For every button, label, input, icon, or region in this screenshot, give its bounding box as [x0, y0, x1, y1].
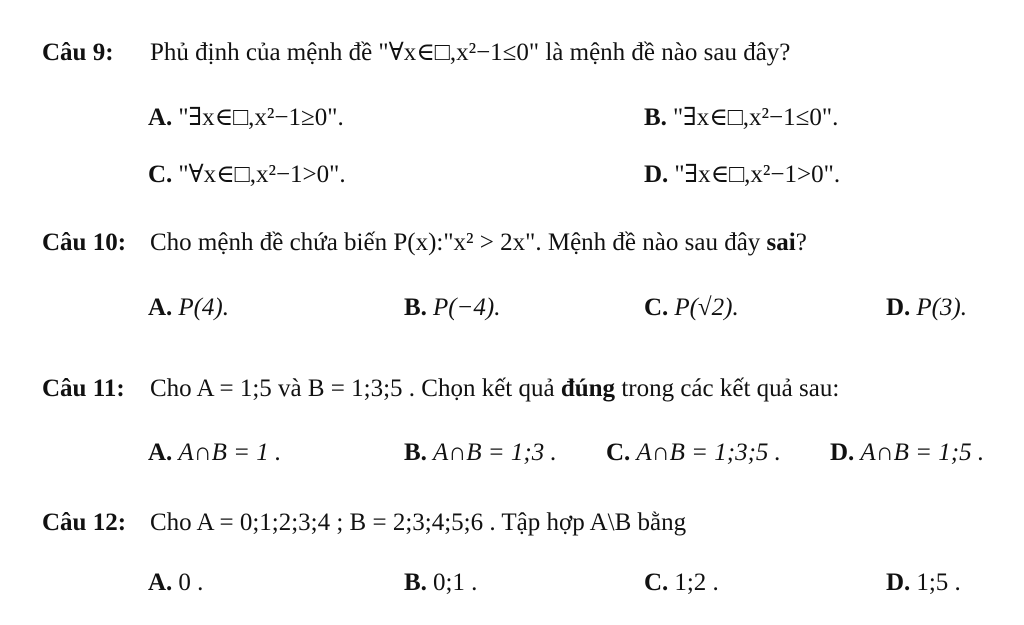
question-stem: Phủ định của mệnh đề "∀x∈□,x²−1≤0" là mệnh đề nào sau đây?	[150, 39, 791, 66]
option-b	[404, 438, 557, 468]
option-text: P(4).	[178, 294, 229, 321]
option-letter: D.	[830, 439, 855, 466]
option-a	[148, 568, 203, 598]
option-a	[148, 438, 281, 468]
option-letter: C.	[606, 439, 631, 466]
option-letter: B.	[644, 104, 667, 131]
question-label: Câu 9:	[42, 39, 114, 66]
option-letter: A.	[148, 104, 173, 131]
option-letter: C.	[148, 161, 173, 188]
option-a	[148, 293, 229, 323]
option-d	[886, 568, 961, 598]
option-c	[606, 438, 781, 468]
option-text: A∩B = 1;5 .	[860, 439, 985, 466]
option-d	[644, 160, 840, 190]
option-c	[148, 160, 346, 190]
option-text: 0 .	[178, 569, 204, 596]
option-b	[404, 293, 500, 323]
question-label: Câu 11:	[42, 375, 125, 402]
option-text: P(3).	[916, 294, 967, 321]
option-letter: D.	[886, 569, 911, 596]
option-text: A∩B = 1 .	[178, 439, 282, 466]
option-text: "∃x∈□,x²−1≤0".	[672, 104, 839, 131]
option-text: 1;2 .	[674, 569, 719, 596]
option-d	[886, 293, 967, 323]
question-stem: Cho A = 0;1;2;3;4 ; B = 2;3;4;5;6 . Tập hợp A\B bằng	[150, 509, 687, 536]
question-stem: Cho A = 1;5 và B = 1;3;5 . Chọn kết quả đúng trong các kết quả sau:	[150, 375, 840, 402]
question-label: Câu 10:	[42, 229, 127, 256]
option-letter: D.	[644, 161, 669, 188]
option-letter: A.	[148, 294, 173, 321]
option-text: A∩B = 1;3 .	[432, 439, 557, 466]
option-b	[644, 103, 838, 133]
option-c	[644, 568, 719, 598]
option-text: "∃x∈□,x²−1≥0".	[178, 104, 344, 131]
option-a	[148, 103, 344, 133]
option-letter: C.	[644, 569, 669, 596]
option-c	[644, 293, 739, 323]
option-text: P(−4).	[432, 294, 501, 321]
option-letter: A.	[148, 569, 173, 596]
option-text: "∀x∈□,x²−1>0".	[178, 161, 346, 188]
option-text: P(√2).	[674, 294, 739, 321]
option-letter: D.	[886, 294, 911, 321]
option-letter: B.	[404, 439, 427, 466]
question-label: Câu 12:	[42, 509, 127, 536]
option-text: 1;5 .	[916, 569, 961, 596]
question-stem: Cho mệnh đề chứa biến P(x):"x² > 2x". Mệnh đề nào sau đây sai?	[150, 229, 807, 256]
option-text: "∃x∈□,x²−1>0".	[674, 161, 841, 188]
option-letter: B.	[404, 569, 427, 596]
option-b	[404, 568, 477, 598]
option-letter: A.	[148, 439, 173, 466]
option-letter: C.	[644, 294, 669, 321]
option-text: A∩B = 1;3;5 .	[636, 439, 781, 466]
option-letter: B.	[404, 294, 427, 321]
option-d	[830, 438, 984, 468]
option-text: 0;1 .	[432, 569, 478, 596]
